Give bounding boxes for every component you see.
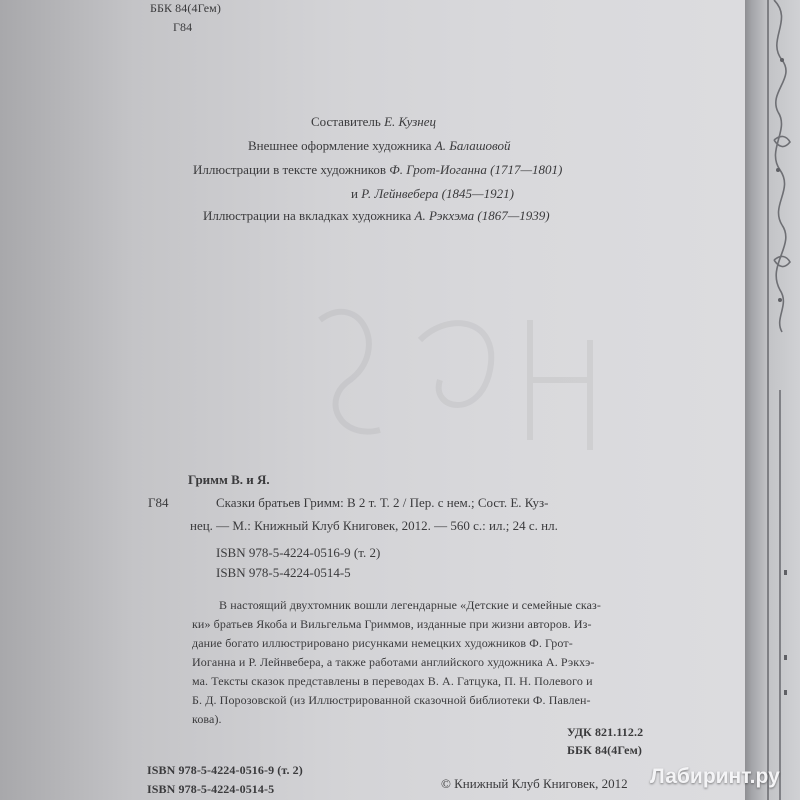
bbk-code-bottom: ББК 84(4Гем) [567, 743, 642, 757]
annotation-line: кова). [192, 712, 222, 726]
illus-text-name2: Р. Лейнвебера (1845—1921) [361, 186, 514, 201]
show-through-illustration [300, 280, 630, 480]
annotation-line: В настоящий двухтомник вошли легендарные «Детские и семейные сказ- [219, 598, 601, 612]
catalog-isbn2: ISBN 978-5-4224-0514-5 [216, 565, 351, 580]
illus-text-label: Иллюстрации в тексте художников [193, 162, 387, 177]
illus-text-line [193, 163, 562, 176]
illus-insert-name: А. Рэкхэма (1867—1939) [414, 208, 550, 223]
footer-isbn2: ISBN 978-5-4224-0514-5 [147, 782, 275, 796]
labirint-watermark: Лабиринт.ру [650, 765, 780, 788]
annotation-line: дание богато иллюстрировано рисунками немецких художников Ф. Грот- [192, 636, 573, 650]
illus-insert-line [203, 209, 550, 222]
catalog-isbn1: ISBN 978-5-4224-0516-9 (т. 2) [216, 545, 381, 560]
catalog-line1: Сказки братьев Гримм: В 2 т. Т. 2 / Пер. с нем.; Сост. Е. Куз- [216, 495, 549, 510]
illus-text-name1: Ф. Грот-Иоганна (1717—1801) [389, 162, 563, 177]
catalog-line2: нец. — М.: Книжный Клуб Книговек, 2012. — 560 с.: ил.; 24 с. нл. [190, 518, 558, 533]
udk-code: УДК 821.112.2 [567, 725, 644, 739]
ornament-frame [760, 0, 800, 800]
illus-text-and: и [351, 186, 358, 201]
copyright-notice: © Книжный Клуб Книговек, 2012 [441, 776, 628, 791]
annotation-line: ма. Тексты сказок представлены в переводах В. А. Гатцука, П. Н. Полевого и [192, 674, 593, 688]
illus-insert-label: Иллюстрации на вкладках художника [203, 208, 412, 223]
design-label: Внешнее оформление художника [248, 138, 432, 153]
bbk-code-top: ББК 84(4Гем) [150, 1, 221, 15]
catalog-code: Г84 [148, 495, 169, 510]
design-name: А. Балашовой [434, 138, 511, 153]
catalog-code-top: Г84 [173, 20, 193, 34]
annotation-line: ки» братьев Якоба и Вильгельма Гриммов, изданные при жизни авторов. Из- [192, 617, 592, 631]
annotation-line: Б. Д. Порозовской (из Иллюстрированной сказочной библиотеки Ф. Павлен- [192, 693, 591, 707]
illus-text-line2 [351, 187, 514, 200]
catalog-author: Гримм В. и Я. [188, 472, 270, 487]
design-line [248, 139, 511, 152]
footer-isbn1: ISBN 978-5-4224-0516-9 (т. 2) [147, 763, 303, 777]
compiler-label: Составитель [311, 114, 381, 129]
compiler-line [311, 115, 436, 128]
annotation-line: Иоганна и Р. Лейнвебера, а также работами английского художника А. Рэкхэ- [192, 655, 595, 669]
compiler-name: Е. Кузнец [384, 114, 436, 129]
